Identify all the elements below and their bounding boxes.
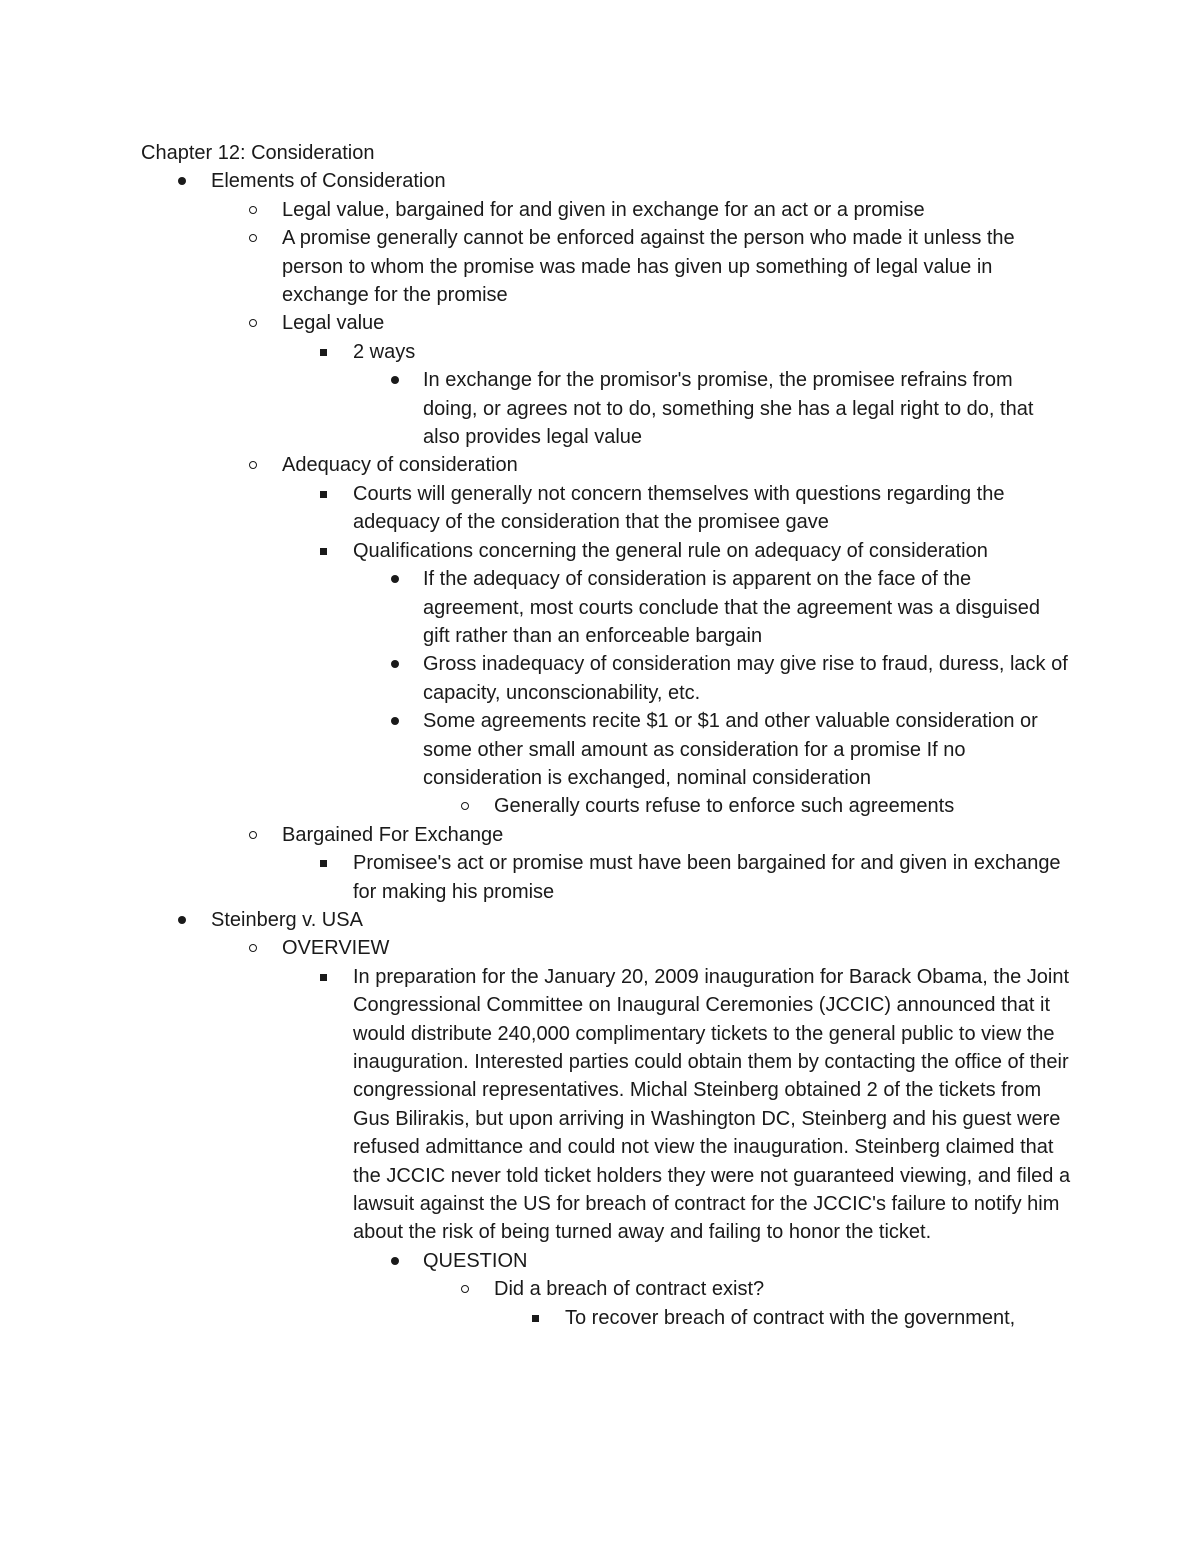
- outline-item: [141, 451, 1071, 479]
- circle-bullet-icon: [249, 944, 257, 952]
- outline-item-text: In preparation for the January 20, 2009 inauguration for Barack Obama, the Joint Congressional Committee on Inaugural Ceremonies (JCCIC) announced that it would distribute 240,000 complimentary tickets to the general public to view the inauguration. Interested parties could obtain them by contacting the office of their congressional representatives. Michal Steinberg obtained 2 of the tickets from Gus Bilirakis, but upon arriving in Washington DC, Steinberg and his guest were refused admittance and could not view the inauguration. Steinberg claimed that the JCCIC never told ticket holders they were not guaranteed viewing, and filed a lawsuit against the US for breach of contract for the JCCIC's failure to notify him about the risk of being turned away and failing to honor the ticket.: [353, 965, 1071, 1244]
- document-page: [141, 139, 1071, 1332]
- outline-item-text: Gross inadequacy of consideration may give rise to fraud, duress, lack of capacity, unconscionability, etc.: [423, 653, 1068, 704]
- outline-item: [141, 537, 1071, 565]
- square-bullet-icon: [320, 548, 327, 555]
- square-bullet-icon: [532, 1315, 539, 1322]
- square-bullet-icon: [320, 974, 327, 981]
- circle-bullet-icon: [249, 234, 257, 242]
- outline-item-text: Legal value: [282, 312, 385, 335]
- outline-item: [141, 1247, 1071, 1275]
- circle-bullet-icon: [461, 1285, 469, 1293]
- outline-item: [141, 366, 1071, 451]
- outline-item: [141, 650, 1071, 707]
- outline-item-text: Courts will generally not concern themselves with questions regarding the adequacy of the consideration that the promisee gave: [353, 482, 1005, 534]
- disc-bullet-icon: [391, 717, 399, 725]
- square-bullet-icon: [320, 349, 327, 356]
- circle-bullet-icon: [249, 831, 257, 839]
- outline-item-text: Legal value, bargained for and given in exchange for an act or a promise: [282, 198, 925, 221]
- circle-bullet-icon: [249, 319, 257, 327]
- circle-bullet-icon: [249, 461, 257, 469]
- outline-item-text: Did a breach of contract exist?: [494, 1278, 765, 1301]
- outline-list: [141, 167, 1071, 1332]
- square-bullet-icon: [320, 860, 327, 867]
- outline-item: [141, 792, 1071, 820]
- disc-bullet-icon: [391, 575, 399, 583]
- document-title: Chapter 12: Consideration: [141, 142, 375, 164]
- circle-bullet-icon: [461, 802, 469, 810]
- disc-bullet-icon: [178, 916, 186, 924]
- outline-item-text: Adequacy of consideration: [282, 454, 518, 477]
- disc-bullet-icon: [178, 177, 186, 185]
- outline-item-text: Elements of Consideration: [211, 170, 446, 193]
- outline-item-text: Some agreements recite $1 or $1 and other valuable consideration or some other small amount as consideration for a promise If no consideration is exchanged, nominal consideration: [423, 710, 1038, 789]
- circle-bullet-icon: [249, 206, 257, 214]
- outline-item: [141, 480, 1071, 537]
- outline-item: [141, 565, 1071, 650]
- outline-item: [141, 1304, 1071, 1332]
- outline-item: [141, 196, 1071, 224]
- disc-bullet-icon: [391, 1257, 399, 1265]
- outline-item: [141, 821, 1071, 849]
- disc-bullet-icon: [391, 660, 399, 668]
- square-bullet-icon: [320, 491, 327, 498]
- outline-item-text: Promisee's act or promise must have been bargained for and given in exchange for making his promise: [353, 852, 1061, 903]
- outline-item: [141, 707, 1071, 792]
- outline-item: [141, 309, 1071, 337]
- outline-item: [141, 849, 1071, 906]
- outline-item-text: To recover breach of contract with the government,: [565, 1306, 1016, 1329]
- outline-item-text: QUESTION: [423, 1249, 528, 1272]
- outline-item: [141, 338, 1071, 366]
- outline-item: [141, 934, 1071, 962]
- outline-item-text: If the adequacy of consideration is apparent on the face of the agreement, most courts conclude that the agreement was a disguised gift rather than an enforceable bargain: [423, 568, 1041, 647]
- outline-item-text: A promise generally cannot be enforced against the person who made it unless the person to whom the promise was made has given up something of legal value in exchange for the promise: [282, 227, 1015, 307]
- outline-item: [141, 224, 1071, 309]
- outline-item-text: OVERVIEW: [282, 937, 390, 960]
- disc-bullet-icon: [391, 376, 399, 384]
- outline-item: [141, 167, 1071, 195]
- outline-item: [141, 906, 1071, 934]
- outline-item: [141, 1275, 1071, 1303]
- outline-item: [141, 963, 1071, 1247]
- outline-item-text: In exchange for the promisor's promise, the promisee refrains from doing, or agrees not to do, something she has a legal right to do, that also provides legal value: [423, 369, 1034, 449]
- outline-item-text: Bargained For Exchange: [282, 823, 504, 846]
- outline-item-text: Steinberg v. USA: [211, 908, 363, 931]
- outline-item-text: Qualifications concerning the general rule on adequacy of consideration: [353, 539, 988, 562]
- outline-item-text: 2 ways: [353, 340, 416, 363]
- outline-item-text: Generally courts refuse to enforce such agreements: [494, 795, 955, 818]
